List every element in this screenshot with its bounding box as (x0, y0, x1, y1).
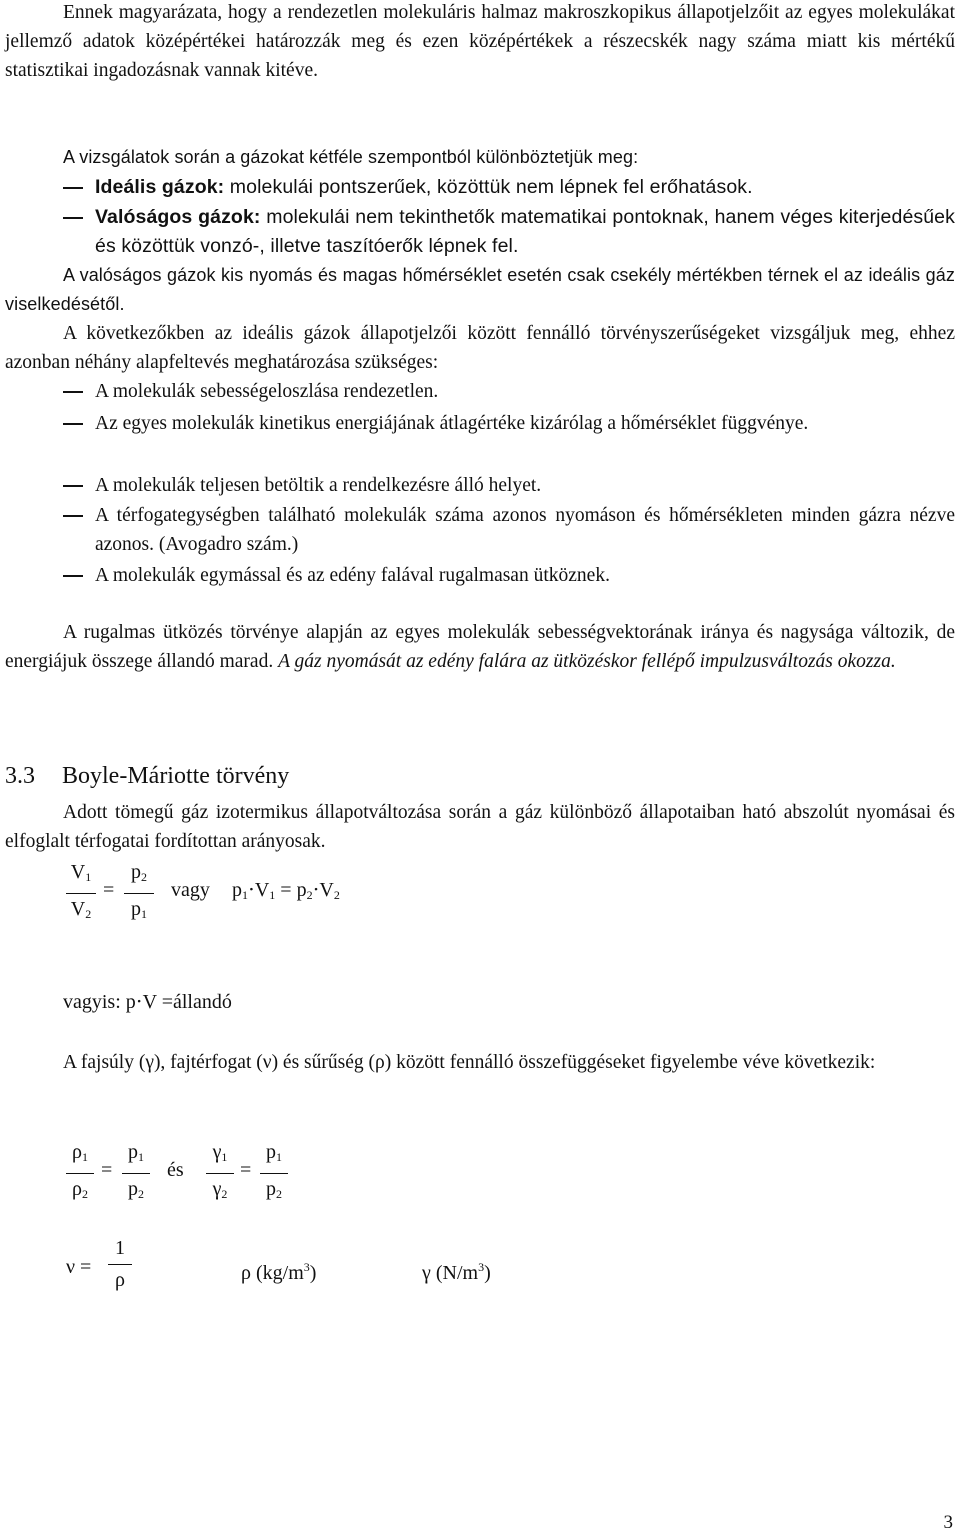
fraction-rho: $\rho_1$ $\rho_2$ (66, 1140, 94, 1206)
assumption-item: A térfogategységben található molekulák száma azonos nyomáson és hőmérsékleten minden gázra nézve azonos. (Avogadro szám.) (95, 501, 955, 559)
equals-sign: = (101, 1159, 113, 1181)
equals-sign: = (103, 879, 115, 901)
rho-unit: ρ $(kg/m^3)$ (241, 1260, 317, 1284)
dash-bullet (63, 391, 83, 393)
equation-specific-volume (66, 1236, 586, 1306)
fraction-p: $p_1$ $p_2$ (260, 1140, 288, 1206)
assumption-item: A molekulák egymással és az edény falával rugalmasan ütköznek. (95, 561, 955, 590)
term-ideal-gases: Ideális gázok: (95, 176, 225, 198)
gamma-unit: γ $(N/m^3)$ (422, 1260, 491, 1284)
ideal-gases-definition: molekulái pontszerűek, közöttük nem lépnek fel erőhatások. (224, 176, 753, 198)
product-form: $p_1\cdot V_1 = p_2\cdot V_2$ (232, 879, 340, 902)
real-gases-definition: molekulái nem tekinthetők matematikai pontoknak, hanem véges kiterjedésűek és közöttük vonzó-, illetve taszítóerők lépnek fel. (95, 206, 955, 257)
fraction-gamma: $\gamma_1$ $\gamma_2$ (206, 1140, 234, 1206)
term-real-gases: Valóságos gázok: (95, 206, 261, 228)
paragraph-real-gas-behavior: A valóságos gázok kis nyomás és magas hőmérséklet esetén csak csekély mértékben térnek el az ideális gáz viselkedésétől. (5, 265, 955, 314)
page-number: 3 (943, 1512, 953, 1533)
fraction-pressures: $p_2$ $p_1$ (124, 860, 154, 926)
fraction-one-over-rho: 1 ρ (108, 1236, 132, 1292)
section-number: 3.3 (5, 763, 35, 789)
fraction-p: $p_1$ $p_2$ (122, 1140, 150, 1206)
dash-bullet (63, 575, 83, 577)
fraction-volumes: $V_1$ $V_2$ (66, 860, 96, 926)
equals-sign: = (240, 1159, 252, 1181)
assumption-item: A molekulák sebességeloszlása rendezetlen. (95, 377, 955, 406)
paragraph-density-relations: A fajsúly (γ), fajtérfogat (ν) és sűrűség (ρ) között fennálló összefüggéseket figyelembe véve következik: (63, 1052, 876, 1073)
paragraph-boyle-law: Adott tömegű gáz izotermikus állapotváltozása során a gáz különböző állapotaiban ható abszolút nyomásai és elfoglalt térfogatai fordítottan arányosak. (5, 802, 955, 852)
paragraph-gas-types: A vizsgálatok során a gázokat kétféle szempontból különböztetjük meg: (63, 147, 639, 167)
dash-bullet (63, 515, 83, 517)
section-title: Boyle-Máriotte törvény (62, 763, 290, 789)
nu-equals: ν = (66, 1256, 92, 1278)
equation-constant: vagyis: p⋅V =állandó (63, 991, 232, 1013)
dash-bullet (63, 217, 83, 219)
paragraph-elastic-collision: A rugalmas ütközés törvénye alapján az egyes molekulák sebességvektorának iránya és nagysága változik, de energiájuk összege állandó marad. A gáz nyomását az edény falára az ütközéskor fellépő impulzusváltozás okozza. (5, 622, 955, 672)
equation-density-ratio (66, 1140, 366, 1220)
word-vagy: vagy (171, 879, 210, 901)
assumption-item: Az egyes molekulák kinetikus energiájának átlagértéke kizárólag a hőmérséklet függvénye. (95, 409, 955, 438)
italic-pressure-statement: A gáz nyomását az edény falára az ütközéskor fellépő impulzusváltozás okozza. (278, 651, 896, 672)
list-item-ideal-gases (95, 173, 955, 202)
dash-bullet (63, 423, 83, 425)
paragraph-intro: Ennek magyarázata, hogy a rendezetlen molekuláris halmaz makroszkopikus állapotjelzőit az egyes molekulákat jellemző adatok középértékei határozzák meg és ezen középértékek a részecskék nagy száma miatt kis mértékű statisztikai ingadozásnak vannak kitéve. (5, 2, 955, 81)
dash-bullet (63, 485, 83, 487)
equation-boyle (66, 860, 486, 940)
list-item-real-gases (95, 203, 955, 261)
word-es: és (167, 1159, 184, 1181)
dash-bullet (63, 187, 83, 189)
assumption-item: A molekulák teljesen betöltik a rendelkezésre álló helyet. (95, 471, 955, 500)
section-heading (5, 760, 289, 792)
paragraph-assumptions-intro: A következőkben az ideális gázok állapotjelzői között fennálló törvényszerűségeket vizsgáljuk meg, ehhez azonban néhány alapfeltevés meghatározása szükséges: (5, 323, 955, 373)
